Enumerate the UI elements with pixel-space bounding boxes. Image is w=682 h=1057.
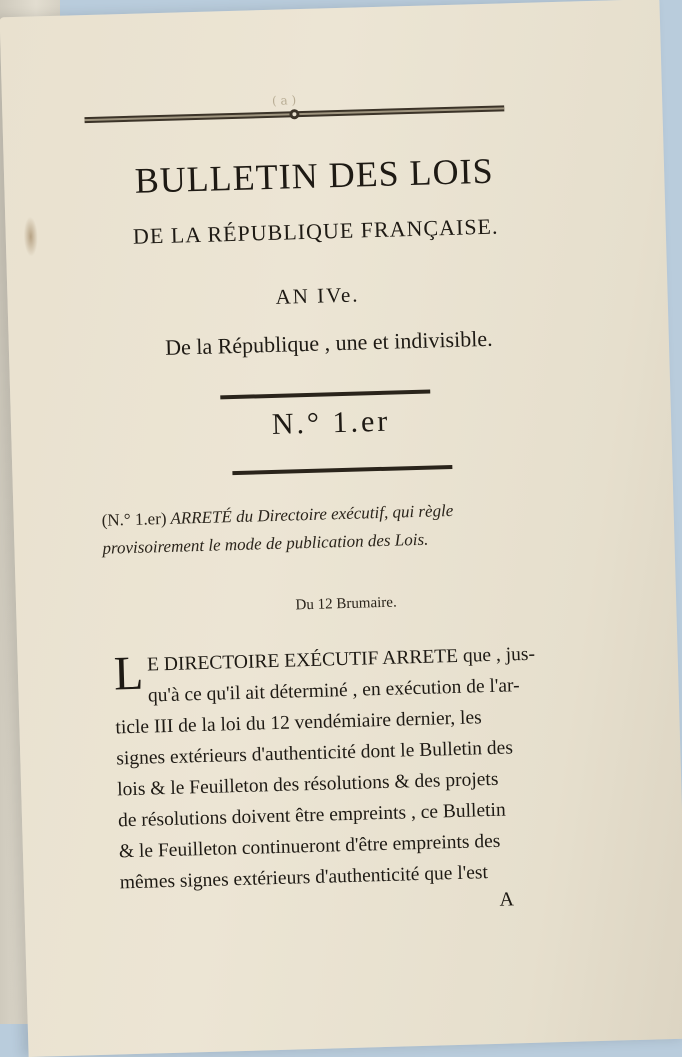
body-line: E DIRECTOIRE EXÉCUTIF ARRETE que , jus- <box>146 643 536 676</box>
body-line: lois & le Feuilleton des résolutions & des projets <box>116 768 499 801</box>
decree-body <box>113 637 610 899</box>
decree-line-1: ARRETÉ du Directoire exécutif, qui règle <box>170 500 454 528</box>
body-line: & le Feuilleton continueront d'être empreints des <box>118 830 501 863</box>
decree-date: Du 12 Brumaire. <box>295 594 397 614</box>
body-line: de résolutions doivent être empreints , ce Bulletin <box>117 799 506 832</box>
body-line: qu'à ce qu'il ait déterminé , en exécution de l'ar- <box>147 675 520 707</box>
bulletin-number: N.° 1.er <box>271 404 391 441</box>
rule-above-number <box>220 390 430 400</box>
decree-heading <box>101 493 582 562</box>
decree-number: (N.° 1.er) <box>101 508 167 530</box>
decree-line-2: provisoirement le mode de publication des Lois. <box>102 529 429 558</box>
bulletin-title: BULLETIN DES LOIS <box>134 150 495 201</box>
republic-motto: De la République , une et indivisible. <box>164 325 493 360</box>
page-signature-top: ( a ) <box>271 93 297 108</box>
body-line: ticle III de la loi du 12 vendémiaire dernier, les <box>115 707 482 739</box>
rule-below-number <box>232 465 452 475</box>
year-label: AN IVe. <box>275 282 360 309</box>
body-line: signes extérieurs d'authenticité dont le Bulletin des <box>116 737 514 770</box>
page-signature-bottom: A <box>499 888 515 911</box>
body-line: mêmes signes extérieurs d'authenticité que l'est <box>119 862 489 894</box>
drop-cap: L <box>113 646 145 701</box>
republic-subtitle: DE LA RÉPUBLIQUE FRANÇAISE. <box>132 213 499 249</box>
